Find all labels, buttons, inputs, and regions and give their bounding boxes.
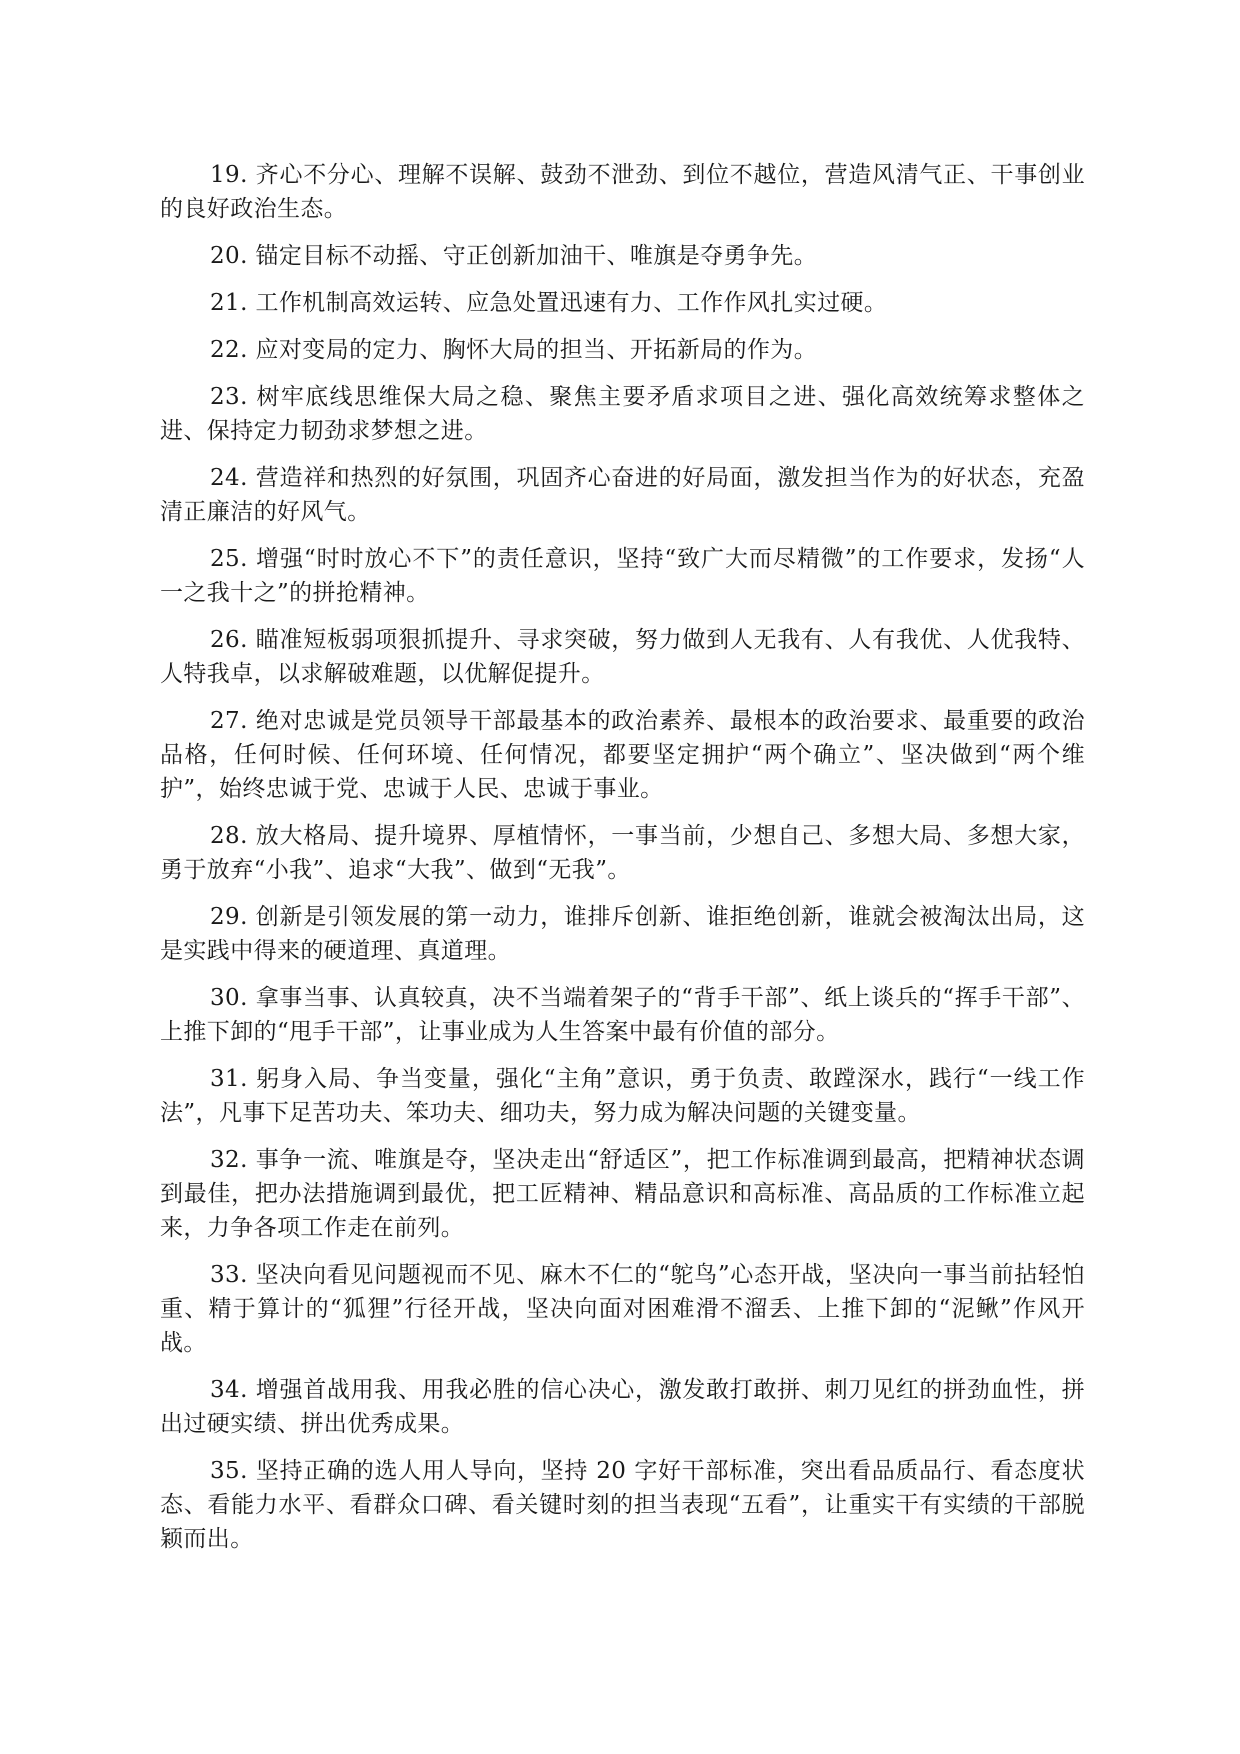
document-body [160,158,1085,1569]
paragraph-31: 31. 躬身入局、争当变量，强化“主角”意识，勇于负责、敢蹚深水，践行“一线工作法”，凡事下足苦功夫、笨功夫、细功夫，努力成为解决问题的关键变量。 [160,1066,1085,1126]
paragraph-27: 27. 绝对忠诚是党员领导干部最基本的政治素养、最根本的政治要求、最重要的政治品格，任何时候、任何环境、任何情况，都要坚定拥护“两个确立”、坚决做到“两个维护”，始终忠诚于党、忠诚于人民、忠诚于事业。 [160,708,1085,802]
paragraph-21: 21. 工作机制高效运转、应急处置迅速有力、工作作风扎实过硬。 [210,290,888,316]
paragraph-26: 26. 瞄准短板弱项狠抓提升、寻求突破，努力做到人无我有、人有我优、人优我特、人特我卓，以求解破难题，以优解促提升。 [160,627,1085,687]
paragraph-24: 24. 营造祥和热烈的好氛围，巩固齐心奋进的好局面，激发担当作为的好状态，充盈清正廉洁的好风气。 [160,465,1085,525]
paragraph-29: 29. 创新是引领发展的第一动力，谁排斥创新、谁拒绝创新，谁就会被淘汰出局，这是实践中得来的硬道理、真道理。 [160,904,1085,964]
paragraph-28: 28. 放大格局、提升境界、厚植情怀，一事当前，少想自己、多想大局、多想大家，勇于放弃“小我”、追求“大我”、做到“无我”。 [160,823,1085,883]
paragraph-22: 22. 应对变局的定力、胸怀大局的担当、开拓新局的作为。 [210,337,818,363]
paragraph-23: 23. 树牢底线思维保大局之稳、聚焦主要矛盾求项目之进、强化高效统筹求整体之进、保持定力韧劲求梦想之进。 [160,384,1085,444]
paragraph-30: 30. 拿事当事、认真较真，决不当端着架子的“背手干部”、纸上谈兵的“挥手干部”、上推下卸的“甩手干部”，让事业成为人生答案中最有价值的部分。 [160,985,1085,1045]
paragraph-25: 25. 增强“时时放心不下”的责任意识，坚持“致广大而尽精微”的工作要求，发扬“人一之我十之”的拼抢精神。 [160,546,1085,606]
paragraph-20: 20. 锚定目标不动摇、守正创新加油干、唯旗是夺勇争先。 [210,243,818,269]
paragraph-35: 35. 坚持正确的选人用人导向，坚持 20 字好干部标准，突出看品质品行、看态度状态、看能力水平、看群众口碑、看关键时刻的担当表现“五看”，让重实干有实绩的干部脱颖而出。 [160,1458,1085,1552]
paragraph-34: 34. 增强首战用我、用我必胜的信心决心，激发敢打敢拼、刺刀见红的拼劲血性，拼出过硬实绩、拼出优秀成果。 [160,1377,1085,1437]
paragraph-33: 33. 坚决向看见问题视而不见、麻木不仁的“鸵鸟”心态开战，坚决向一事当前拈轻怕重、精于算计的“狐狸”行径开战，坚决向面对困难滑不溜丢、上推下卸的“泥鳅”作风开战。 [160,1262,1085,1356]
paragraph-19: 19. 齐心不分心、理解不误解、鼓劲不泄劲、到位不越位，营造风清气正、干事创业的良好政治生态。 [160,162,1085,222]
paragraph-32: 32. 事争一流、唯旗是夺，坚决走出“舒适区”，把工作标准调到最高，把精神状态调到最佳，把办法措施调到最优，把工匠精神、精品意识和高标准、高品质的工作标准立起来，力争各项工作走在前列。 [160,1147,1085,1241]
